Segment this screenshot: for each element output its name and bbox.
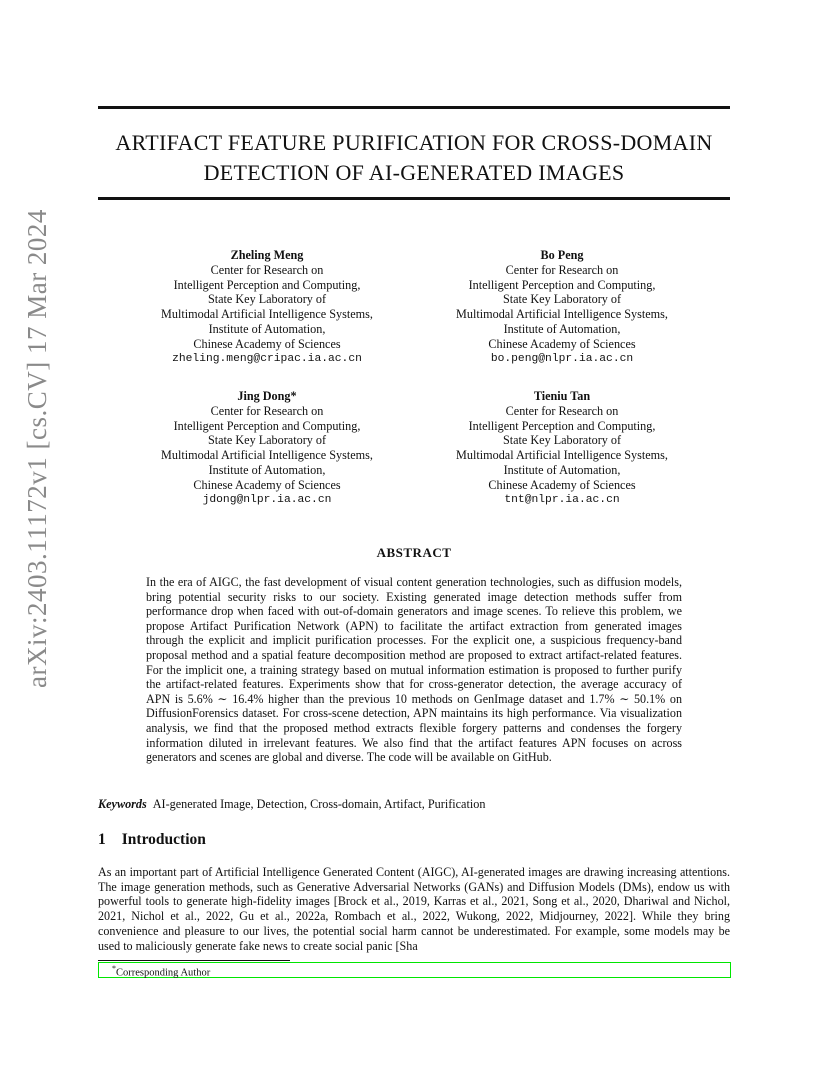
footnote-rule xyxy=(98,960,290,961)
author-email[interactable]: bo.peng@nlpr.ia.ac.cn xyxy=(490,352,634,365)
affiliation-line: Multimodal Artificial Intelligence Systems, xyxy=(161,307,373,322)
abstract-heading: ABSTRACT xyxy=(376,545,452,560)
affiliation-line: Intelligent Perception and Computing, xyxy=(173,418,361,433)
title-bottom-rule xyxy=(98,197,730,200)
affiliation-line: State Key Laboratory of xyxy=(207,292,327,307)
keywords-label: Keywords xyxy=(98,797,147,811)
title-line-1: ARTIFACT FEATURE PURIFICATION FOR CROSS-DOMAIN xyxy=(115,130,713,155)
affiliation-line: Center for Research on xyxy=(505,262,619,277)
affiliation-line: Intelligent Perception and Computing, xyxy=(468,277,656,292)
affiliation-line: Center for Research on xyxy=(505,403,619,418)
author-email[interactable]: tnt@nlpr.ia.ac.cn xyxy=(504,493,620,506)
abstract-text: In the era of AIGC, the fast development of visual content generation technologies, such as diffusion models, bring potential security risks to our society. Existing generated image detection methods suffer from performance drop when faced with out-of-domain generators and image scenes. To relieve this problem, we propose Artifact Purification Network (APN) to facilitate the artifact extraction from generated images through the explicit and implicit purification processes. For the explicit one, a suspicious frequency-band proposal method and a spatial feature decomposition method are proposed to extract artifact-related features. For the implicit one, a training strategy based on mutual information estimation is proposed to further purify the artifact-related features. Experiments show that for cross-generator detection, the average accuracy of APN is 5.6% ∼ 16.4% higher than the previous 10 methods on GenImage dataset and 1.7% ∼ 50.1% on DiffusionForensics dataset. For cross-scene detection, APN maintains its high performance. Via visualization analysis, we find that the proposed method extracts flexible forgery patterns and condenses the forgery information diluted in irrelevant features. We also find that the artifact features APN focuses on across generators and scenes are global and diverse. The code will be available on GitHub. xyxy=(146,575,682,765)
title-top-rule xyxy=(98,106,730,109)
affiliation-line: Intelligent Perception and Computing, xyxy=(468,418,656,433)
affiliation-line: Multimodal Artificial Intelligence Systems, xyxy=(456,448,668,463)
section-heading-introduction xyxy=(98,831,206,849)
author-block-peng xyxy=(412,248,712,366)
author-name: Jing Dong* xyxy=(237,389,297,403)
affiliation-line: Multimodal Artificial Intelligence Systems, xyxy=(456,307,668,322)
author-name: Zheling Meng xyxy=(230,248,304,262)
affiliation-line: Chinese Academy of Sciences xyxy=(193,477,341,492)
affiliation-line: Multimodal Artificial Intelligence Systems, xyxy=(161,448,373,463)
section-number: 1 xyxy=(98,831,106,848)
affiliation-line: Institute of Automation, xyxy=(208,462,326,477)
footnote-mark: * xyxy=(112,964,116,973)
author-email[interactable]: zheling.meng@cripac.ia.ac.cn xyxy=(172,352,362,365)
author-name: Tieniu Tan xyxy=(533,389,591,403)
affiliation-line: State Key Laboratory of xyxy=(502,433,622,448)
author-block-tan xyxy=(412,389,712,507)
affiliation-line: Center for Research on xyxy=(210,262,324,277)
affiliation-line: Chinese Academy of Sciences xyxy=(193,336,341,351)
affiliation-line: Chinese Academy of Sciences xyxy=(488,336,636,351)
author-name: Bo Peng xyxy=(540,248,584,262)
affiliation-line: State Key Laboratory of xyxy=(207,433,327,448)
introduction-paragraph: As an important part of Artificial Intelligence Generated Content (AIGC), AI-generated images are drawing increasing attentions. The image generation methods, such as Generative Adversarial Networks (GANs) and Diffusion Models (DMs), endow us with powerful tools to generate high-fidelity images [Brock et al., 2019, Karras et al., 2021, Song et al., 2020, Dhariwal and Nichol, 2021, Nichol et al., 2022, Gu et al., 2022a, Rombach et al., 2022, Wukong, 2022, Midjourney, 2022]. While they bring convenience and pleasure to our lives, the potential social harm cannot be underestimated. For example, some models may be used to maliciously generate fake news to create social panic [Sha xyxy=(98,865,730,953)
footnote xyxy=(112,964,210,979)
affiliation-line: Institute of Automation, xyxy=(503,321,621,336)
affiliation-line: Institute of Automation, xyxy=(503,462,621,477)
title-line-2: DETECTION OF AI-GENERATED IMAGES xyxy=(203,160,625,185)
author-block-meng xyxy=(117,248,417,366)
affiliation-line: Institute of Automation, xyxy=(208,321,326,336)
keywords-line xyxy=(98,797,730,812)
author-block-dong xyxy=(117,389,417,507)
arxiv-sidebar-stamp: arXiv:2403.11172v1 [cs.CV] 17 Mar 2024 xyxy=(22,209,52,688)
footnote-text: Corresponding Author xyxy=(116,967,211,979)
paper-title xyxy=(98,128,730,188)
section-title: Introduction xyxy=(121,831,206,848)
affiliation-line: Center for Research on xyxy=(210,403,324,418)
author-email[interactable]: jdong@nlpr.ia.ac.cn xyxy=(202,493,332,506)
affiliation-line: Chinese Academy of Sciences xyxy=(488,477,636,492)
affiliation-line: State Key Laboratory of xyxy=(502,292,622,307)
keywords-text: AI-generated Image, Detection, Cross-domain, Artifact, Purification xyxy=(152,797,486,811)
affiliation-line: Intelligent Perception and Computing, xyxy=(173,277,361,292)
